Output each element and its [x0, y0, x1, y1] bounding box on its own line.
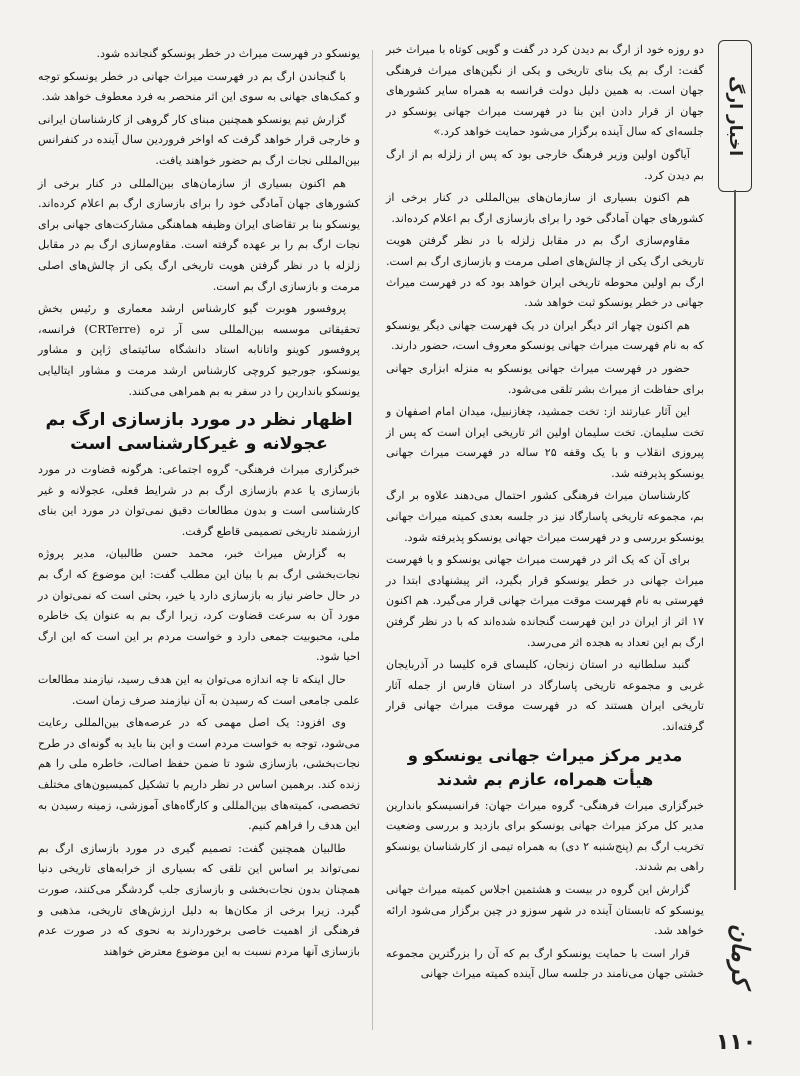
paragraph: حال اینکه تا چه اندازه می‌توان به این هدف رسید، نیازمند مطالعات علمی جامعی است که رسیدن به آن نیازمند صرف زمان است. [38, 673, 360, 707]
paragraph: آیاگون اولین وزیر فرهنگ خارجی بود که پس از زلزله بم از ارگ بم دیدن کرد. [386, 147, 704, 182]
paragraph: دو روزه خود از ارگ بم دیدن کرد در گفت و گویی کوتاه با میراث خبر گفت: ارگ بم یک بنای تاریخی و یکی از نگین‌های میراث فرهنگی جهان است. به همین دلیل دولت فرانسه به همراه سایر کشورهای جهان از قرار دادن این بنا در فهرست میراث جهانی یونسکو در جلسه‌ای که سال آینده برگزار می‌شود حمایت خواهد کرد.» [386, 43, 704, 139]
paragraph: به گزارش میراث خبر، محمد حسن طالبیان، مدیر پروژه نجات‌بخشی ارگ بم با بیان این مطلب گفت: این موضوع که ارگ بم در حال حاضر نیاز به بازسازی دارد یا خیر، بحثی است که نمی‌توان در مورد آن به سرعت قضاوت کرد، زیرا ارگ بم به عنوان یک خاطره ملی، محبوبیت جمعی دارد و خواست مردم بر این است که این ارگ احیا شود. [38, 547, 360, 664]
paragraph: این آثار عبارتند از: تخت جمشید، چغازنبیل، میدان امام اصفهان و تخت سلیمان. تخت سلیمان اولین اثر تاریخی ایران است که پس از پیروزی انقلاب و با یک وقفه ۲۵ ساله در فهرست میراث جهانی یونسکو پذیرفته شد. [386, 405, 704, 480]
paragraph: قرار است با حمایت یونسکو ارگ بم که آن را بزرگترین مجموعه خشتی جهان می‌نامند در جلسه سال آینده کمیته میراث جهانی [386, 946, 704, 981]
paragraph: پروفسور هوبرت گیو کارشناس ارشد معماری و رئیس بخش تحقیقاتی موسسه بین‌المللی سی آر تره (CRTerre) فرانسه، پروفسور کوینو واتانابه استاد دانشگاه سائیتمای ژاپن و مشاور یونسکو، جورجیو کروچی کارشناس ارشد مرمت و مشاور ایتالیایی یونسکو باندارین را در سفر به بم همراهی می‌کنند. [38, 302, 360, 398]
paragraph: گزارش تیم یونسکو همچنین مبنای کار گروهی از کارشناسان ایرانی و خارجی قرار خواهد گرفت که اواخر فروردین سال آینده در کنفرانس بین‌المللی نجات ارگ بم حضور خواهند یافت. [38, 112, 360, 167]
paragraph: طالبیان همچنین گفت: تصمیم گیری در مورد بازسازی ارگ بم نمی‌تواند بر اساس این تلقی که بسیاری از خرابه‌های تاریخی دنیا همچنان بدون نجات‌بخشی و بازسازی جلب گردشگر می‌کنند، صورت گیرد. زیرا برخی از مکان‌ها به دلیل ارزش‌های تاریخی، مذهبی و فرهنگی از اهمیت خاصی برخوردارند به نحوی که در صورت عدم بازسازی آنها مردم نسبت به این موضوع معترض خواهند [38, 841, 360, 958]
paragraph: کارشناسان میراث فرهنگی کشور احتمال می‌دهند علاوه بر ارگ بم، مجموعه تاریخی پاسارگاد نیز در جلسه بعدی کمیته میراث جهانی یونسکو بررسی و در فهرست میراث جهانی یونسکو پذیرفته شود. [386, 489, 704, 544]
paragraph: هم اکنون بسیاری از سازمان‌های بین‌المللی در کنار برخی از کشورهای جهان آمادگی خود را برای بازسازی ارگ بم اعلام کرده‌اند. یونسکو بنا بر تقاضای ایران وظیفه هماهنگی مشارکت‌های جهانی برای نجات ارگ بم را بر عهده گرفته است. مقاوم‌سازی ارگ بم در مقابل زلزله با در نظر گرفتن هویت تاریخی ارگ یکی از چالش‌های اصلی مرمت و بازسازی ارگ بم است. [38, 176, 360, 293]
paragraph: هم اکنون بسیاری از سازمان‌های بین‌المللی در کنار برخی از کشورهای جهان آمادگی خود را برای بازسازی ارگ بم اعلام کرده‌اند. [386, 191, 704, 225]
article-heading: اظهار نظر در مورد بازسازی ارگ بم عجولانه و غیرکارشناسی است [45, 410, 353, 455]
paragraph: گنبد سلطانیه در استان زنجان، کلیسای قره کلیسا در آذربایجان غربی و مجموعه تاریخی پاسارگاد در استان فارس از جمله آثار تاریخی ایران هستند که در فهرست موقت میراث جهانی قرار گرفته‌اند. [386, 658, 704, 733]
page-number: ۱۱۰ [715, 1030, 757, 1055]
paragraph: هم اکنون چهار اثر دیگر ایران در یک فهرست جهانی دیگر یونسکو که به نام فهرست میراث جهانی یونسکو معروف است، حضور دارند. [386, 318, 704, 353]
paragraph: با گنجاندن ارگ بم در فهرست میراث جهانی در خطر یونسکو توجه و کمک‌های جهانی به سوی این اثر منحصر به فرد معطوف خواهد شد. [38, 69, 360, 104]
logo-text: کرمان [726, 923, 756, 987]
article-heading: مدیر مرکز میراث جهانی یونسکو و هیأت همراه، عازم بم شدند [407, 745, 683, 789]
kerman-logo [718, 910, 764, 1000]
paragraph: وی افزود: یک اصل مهمی که در عرصه‌های بین‌المللی رعایت می‌شود، توجه به خواست مردم است و این بنا باید به گونه‌ای در طرح نجات‌بخشی، بازسازی شود تا ضمن حفظ اصالت، خاطره ملی را هم زنده کند. برهمین اساس در نظر داریم با تشکیل کمیسیون‌های مختلف تخصصی، کمیته‌های بین‌المللی و کارگاه‌های آموزشی، زمینه رسیدن به این هدف را فراهم کنیم. [38, 716, 360, 833]
left-column [38, 44, 360, 964]
paragraph: یونسکو در فهرست میراث در خطر یونسکو گنجانده شود. [96, 47, 360, 60]
paragraph: حضور در فهرست میراث جهانی یونسکو به منزله ابزاری جهانی برای حفاظت از میراث بشر تلقی می‌شود. [386, 361, 704, 396]
right-column [386, 40, 704, 987]
paragraph: خبرگزاری میراث فرهنگی- گروه اجتماعی: هرگونه قضاوت در مورد بازسازی یا عدم بازسازی ارگ بم در شرایط فعلی، عجولانه و غیر کارشناسی است و بدون مطالعات دقیق نمی‌توان در مورد این بنای ارزشمند تاریخی تصمیمی قاطع گرفت. [38, 463, 360, 538]
section-label-band [718, 40, 752, 192]
section-label: اخبار ارگ [725, 75, 745, 157]
column-divider [372, 50, 373, 1030]
paragraph: برای آن که یک اثر در فهرست میراث جهانی یونسکو و یا فهرست میراث جهانی در خطر یونسکو قرار بگیرد، اثر پیشنهادی ابتدا در فهرستی به نام فهرست موقت میراث جهانی قرار می‌گیرد. هم اکنون ۱۷ اثر از ایران در این فهرست گنجانده شده‌اند که با در نظر گرفتن ارگ بم این تعداد به هجده اثر می‌رسد. [386, 553, 704, 649]
side-rule [734, 190, 736, 890]
paragraph: خبرگزاری میراث فرهنگی- گروه میراث جهان: فرانسیسکو باندارین مدیر کل مرکز میراث جهانی یونسکو برای بازدید و بررسی وضعیت تخریب ارگ بم (پنج‌شنبه ۲ دی) به همراه تیمی از کارشناسان یونسکو راهی بم شدند. [386, 798, 704, 874]
paragraph: مقاوم‌سازی ارگ بم در مقابل زلزله با در نظر گرفتن هویت تاریخی ارگ یکی از چالش‌های اصلی مرمت و بازسازی ارگ بم است. ارگ بم اولین محوطه تاریخی ایران خواهد بود که در فهرست میراث جهانی در خطر یونسکو ثبت خواهد شد. [386, 234, 704, 310]
paragraph: گزارش این گروه در بیست و هشتمین اجلاس کمیته میراث جهانی یونسکو که تابستان آینده در شهر سوزو در چین برگزار می‌شود ارائه خواهد شد. [386, 882, 704, 938]
